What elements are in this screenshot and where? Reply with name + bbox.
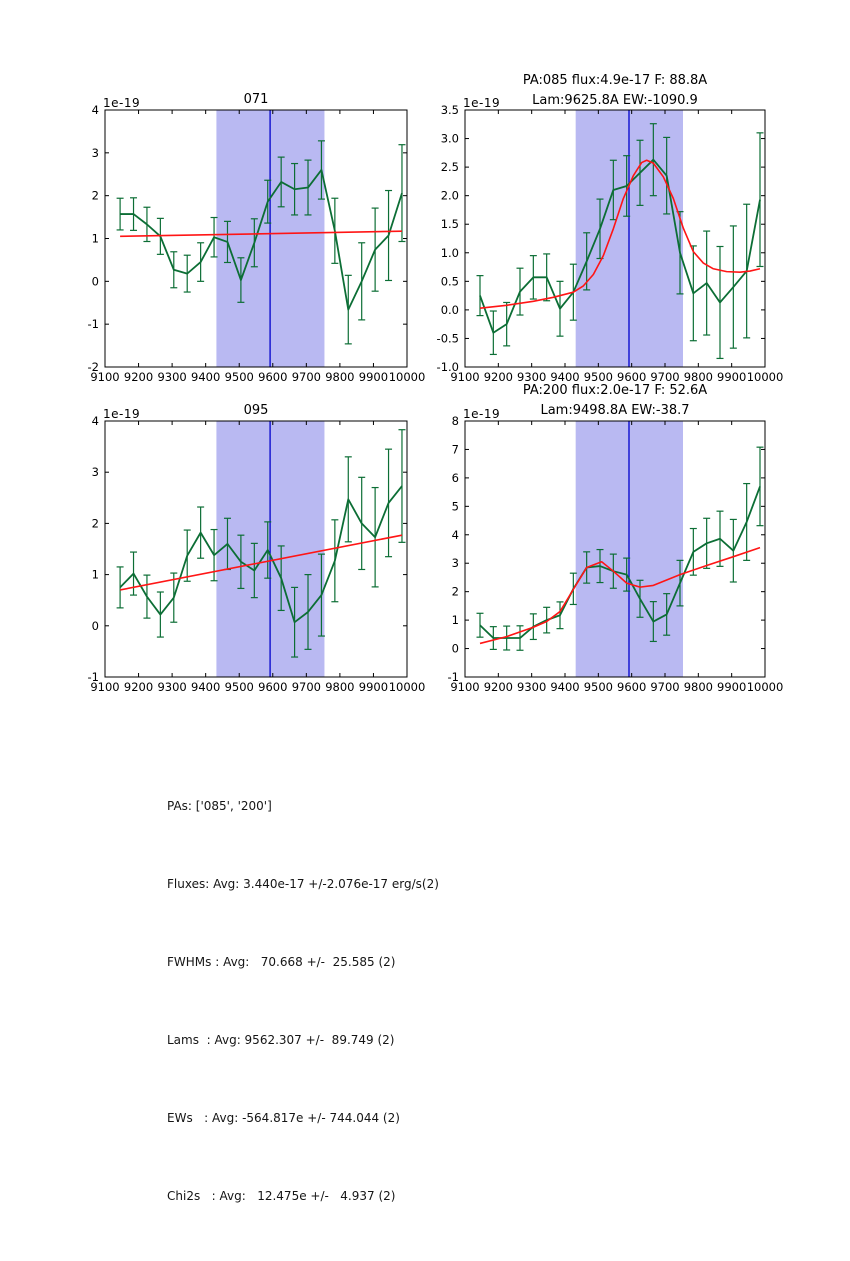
- x-tick-label: 9700: [291, 370, 321, 384]
- y-tick-label: 0: [451, 641, 459, 656]
- y-tick-label: 1: [91, 567, 99, 582]
- y-tick-label: 1: [91, 231, 99, 246]
- subplot-pa085-title-line1: PA:085 flux:4.9e-17 F: 88.8A: [522, 73, 708, 88]
- y-tick-label: 7: [451, 442, 459, 457]
- x-tick-label: 9800: [325, 370, 355, 384]
- subplot-pa200-title-line2: Lam:9498.8A EW:-38.7: [540, 403, 690, 418]
- x-tick-label: 9500: [583, 370, 613, 384]
- x-tick-label: 9900: [358, 370, 389, 384]
- x-tick-label: 10000: [388, 680, 426, 694]
- y-tick-label: 3.5: [440, 103, 459, 117]
- y-tick-label: 2: [91, 516, 99, 531]
- x-tick-label: 9900: [717, 680, 747, 694]
- y-tick-label: 1.5: [440, 217, 459, 232]
- x-tick-label: 9600: [258, 680, 288, 694]
- summary-line-chi2s: Chi2s : Avg: 12.475e +/- 4.937 (2): [167, 1189, 396, 1203]
- summary-line-lams: Lams : Avg: 9562.307 +/- 89.749 (2): [167, 1033, 395, 1047]
- y-tick-label: -2: [87, 360, 99, 374]
- y-tick-label: 4: [91, 103, 99, 117]
- x-tick-label: 9900: [717, 370, 747, 384]
- y-tick-label: 5: [451, 499, 459, 514]
- x-tick-label: 9700: [291, 680, 321, 694]
- x-tick-label: 9700: [650, 680, 680, 694]
- y-tick-label: 3.0: [440, 131, 459, 146]
- x-tick-label: 9200: [123, 680, 154, 694]
- x-tick-label: 9200: [483, 680, 513, 694]
- x-tick-label: 9300: [157, 680, 187, 694]
- y-tick-label: 2.5: [440, 160, 459, 175]
- y-tick-label: -0.5: [436, 331, 459, 346]
- x-tick-label: 9700: [650, 370, 680, 384]
- y-tick-label: 0.5: [440, 274, 459, 289]
- subplot-pa200-title-line1: PA:200 flux:2.0e-17 F: 52.6A: [522, 383, 708, 398]
- y-tick-label: -1: [87, 670, 99, 684]
- summary-line-fwhms: FWHMs : Avg: 70.668 +/- 25.585 (2): [167, 955, 396, 969]
- subplot-071-title: 071: [243, 92, 269, 107]
- x-tick-label: 9400: [550, 370, 580, 384]
- summary-block: [167, 741, 439, 1261]
- subplot-3: [448, 414, 784, 694]
- subplot-2: [88, 414, 426, 694]
- x-tick-label: 9800: [683, 370, 713, 384]
- y-tick-label: -1: [87, 317, 99, 332]
- summary-line-ews: EWs : Avg: -564.817e +/- 744.044 (2): [167, 1111, 400, 1125]
- y-offset-label: 1e-19: [463, 96, 501, 110]
- y-tick-label: 2: [91, 188, 99, 203]
- y-tick-label: 4: [451, 527, 459, 542]
- summary-line-fluxes: Fluxes: Avg: 3.440e-17 +/-2.076e-17 erg/s(2): [167, 877, 439, 891]
- summary-line-pas: PAs: ['085', '200']: [167, 799, 272, 813]
- y-tick-label: 8: [451, 414, 459, 428]
- x-tick-label: 9500: [583, 680, 613, 694]
- y-tick-label: 3: [451, 556, 459, 571]
- y-tick-label: 0.0: [440, 302, 459, 317]
- y-offset-label: 1e-19: [463, 407, 501, 421]
- subplot-0: [88, 103, 426, 384]
- x-tick-label: 10000: [388, 370, 426, 384]
- x-tick-label: 9200: [123, 370, 154, 384]
- y-tick-label: 6: [451, 470, 459, 485]
- x-tick-label: 9100: [90, 680, 120, 694]
- y-tick-label: 0: [91, 618, 99, 633]
- y-tick-label: 3: [91, 465, 99, 480]
- y-offset-label: 1e-19: [103, 407, 141, 421]
- y-tick-label: 2.0: [440, 188, 459, 203]
- x-tick-label: 9400: [191, 370, 221, 384]
- y-offset-label: 1e-19: [103, 96, 141, 110]
- y-tick-label: 1: [451, 613, 459, 628]
- subplot-1: [437, 103, 784, 384]
- y-tick-label: 4: [91, 414, 99, 428]
- x-tick-label: 9500: [224, 680, 254, 694]
- y-tick-label: -1.0: [436, 360, 459, 374]
- x-tick-label: 9400: [550, 680, 580, 694]
- x-tick-label: 9600: [617, 370, 647, 384]
- x-tick-label: 9800: [325, 680, 355, 694]
- x-tick-label: 9100: [450, 680, 480, 694]
- x-tick-label: 9600: [258, 370, 288, 384]
- y-tick-label: -1: [447, 670, 459, 684]
- subplot-095-title: 095: [243, 403, 269, 418]
- x-tick-label: 9300: [157, 370, 187, 384]
- y-tick-label: 1.0: [440, 245, 459, 260]
- y-tick-label: 0: [91, 274, 99, 289]
- x-tick-label: 9900: [358, 680, 389, 694]
- x-tick-label: 9500: [224, 370, 254, 384]
- x-tick-label: 10000: [746, 680, 784, 694]
- x-tick-label: 10000: [746, 370, 784, 384]
- y-tick-label: 2: [451, 584, 459, 599]
- subplot-pa085-title-line2: Lam:9625.8A EW:-1090.9: [532, 93, 698, 108]
- x-tick-label: 9100: [450, 370, 480, 384]
- x-tick-label: 9300: [517, 370, 547, 384]
- x-tick-label: 9600: [617, 680, 647, 694]
- x-tick-label: 9300: [517, 680, 547, 694]
- x-tick-label: 9400: [191, 680, 221, 694]
- x-tick-label: 9800: [683, 680, 713, 694]
- x-tick-label: 9200: [483, 370, 513, 384]
- x-tick-label: 9100: [90, 370, 120, 384]
- y-tick-label: 3: [91, 145, 99, 160]
